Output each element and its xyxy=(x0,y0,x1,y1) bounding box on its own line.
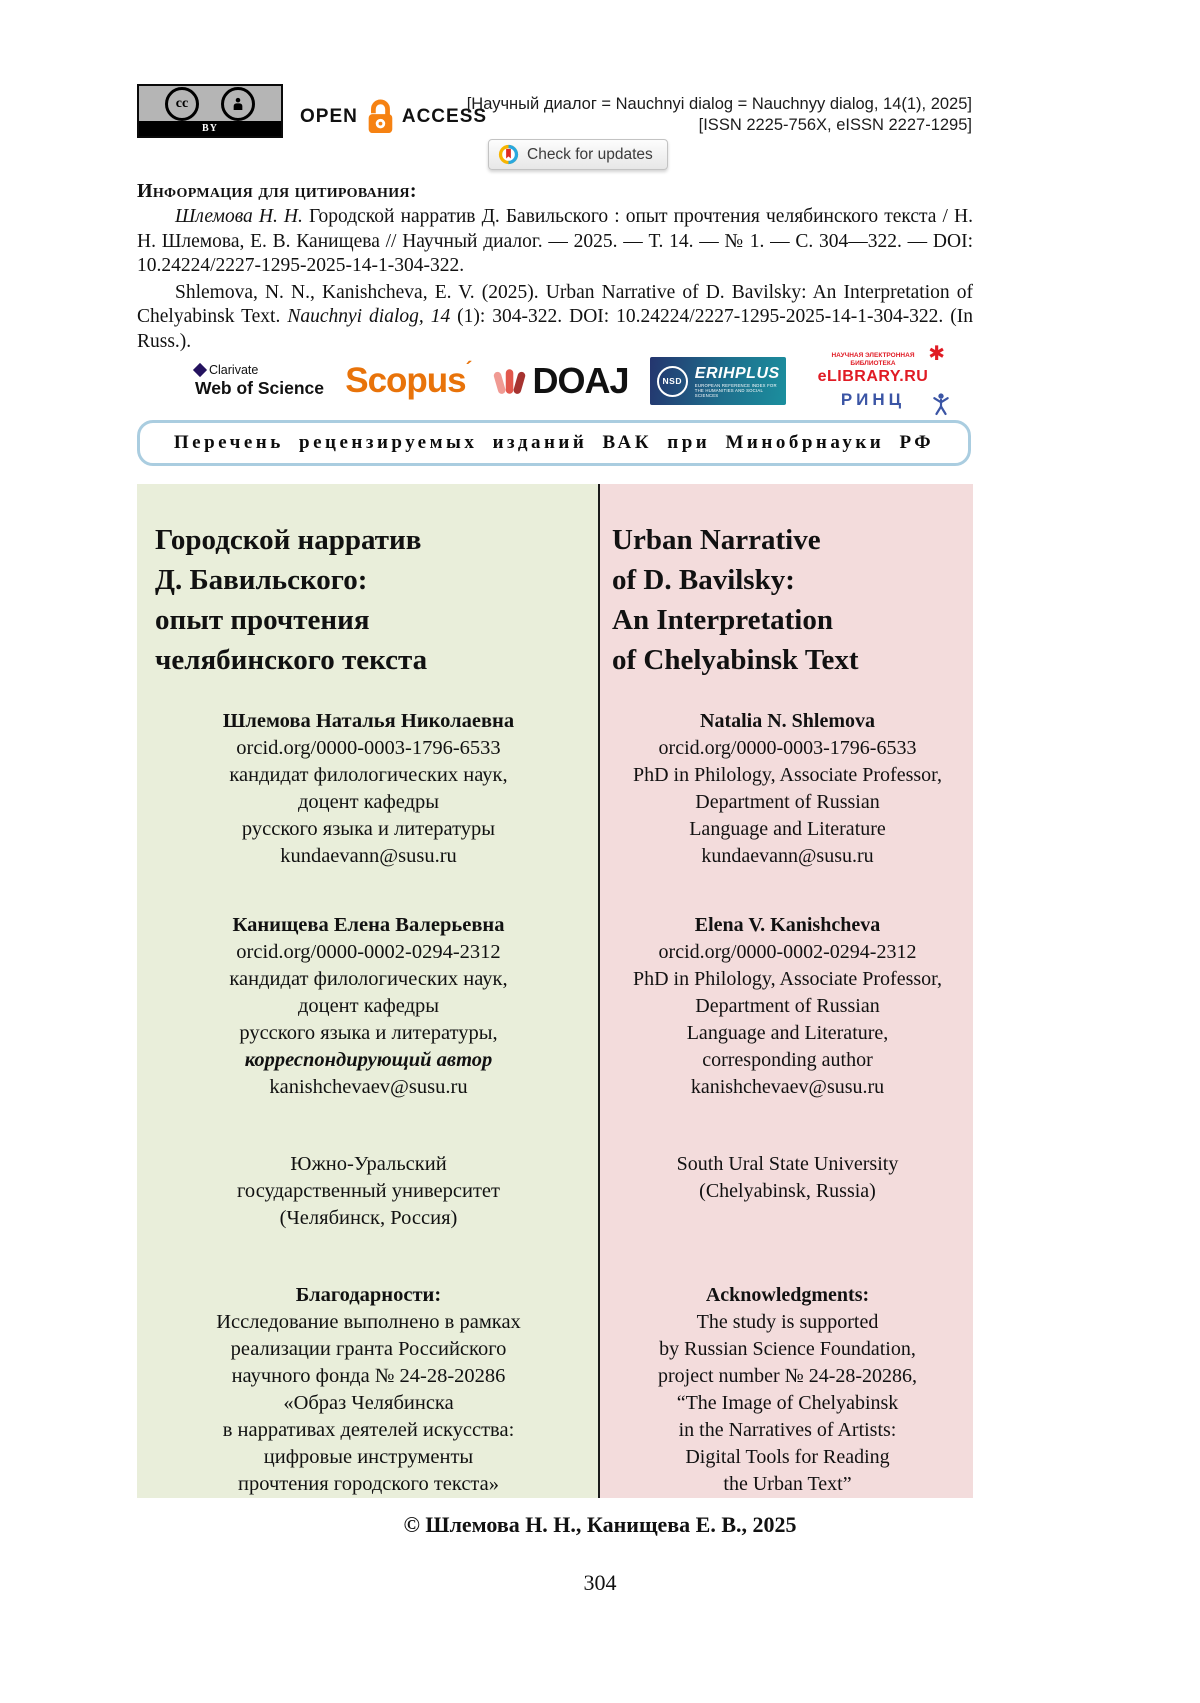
author-2-name-russian: Канищева Елена Валерьевна xyxy=(232,914,505,936)
citation-ru-text: Городской нарратив Д. Бавильского : опыт прочтения челябинского текста / Н. Н. Шлемова, Е. В. Канищева // Научный диалог. — 2025. — Т. 14. — № 1. — С. 304—322. — DOI: 10.24224/2227-1295-2025-14-1-304-322. xyxy=(137,206,974,276)
text-line: orcid.org/0000-0003-1796-6533 xyxy=(658,737,917,759)
text-line: кандидат филологических наук, xyxy=(229,764,508,786)
cc-label: cc xyxy=(175,95,189,111)
text-line: (Челябинск, Россия) xyxy=(279,1207,458,1229)
text-line: Department of Russian xyxy=(695,995,880,1017)
text-line: Д. Бавильского: xyxy=(155,564,368,596)
text-line: научного фонда № 24-28-20286 xyxy=(231,1365,506,1387)
attribution-person-icon xyxy=(221,87,255,121)
citation-ru-authors: Шлемова Н. Н. xyxy=(175,206,303,227)
cc-icon xyxy=(165,87,199,121)
text-line: (Chelyabinsk, Russia) xyxy=(699,1180,876,1202)
clarivate-row xyxy=(195,363,324,377)
acknowledgments-text-russian xyxy=(155,1309,582,1498)
author-2-email-english: kanishchevaev@susu.ru xyxy=(690,1076,885,1098)
affiliation-english xyxy=(612,1151,963,1205)
citation-en-text-2: (1): 304-322. DOI: 10.24224/2227-1295-2025-14-1-304-322. (In Russ.). xyxy=(137,306,974,352)
text-line: orcid.org/0000-0002-0294-2312 xyxy=(236,941,501,963)
doaj-logo xyxy=(493,360,629,402)
article-title-russian xyxy=(155,520,582,680)
text-line: of Chelyabinsk Text xyxy=(612,644,859,676)
elibrary-flower-icon: ✱ xyxy=(928,343,945,365)
text-line: kundaevann@susu.ru xyxy=(280,845,457,867)
journal-header-info xyxy=(467,94,972,136)
text-line: the Urban Text” xyxy=(723,1473,852,1495)
scopus-logo xyxy=(345,361,471,401)
cc-badge-circles xyxy=(139,86,281,121)
nsd-circle-icon: NSD xyxy=(657,366,688,397)
author-1-details-russian xyxy=(155,735,582,870)
text-line: прочтения городского текста» xyxy=(238,1473,499,1495)
text-line: доцент кафедры xyxy=(297,791,440,813)
scopus-tick-icon: ´ xyxy=(465,359,472,381)
english-column xyxy=(600,484,973,1498)
check-for-updates-label: Check for updates xyxy=(527,145,653,163)
text-line: of D. Bavilsky: xyxy=(612,564,795,596)
citation-en-text-1: Shlemova, N. N., Kanishcheva, E. V. (2025). Urban Narrative of D. Bavilsky: An Interpretation of Chelyabinsk Text. xyxy=(137,281,973,327)
affiliation-russian xyxy=(155,1151,582,1232)
acknowledgments-english xyxy=(612,1282,963,1498)
vak-banner-text: Перечень рецензируемых изданий ВАК при Минобрнауки РФ xyxy=(173,432,935,453)
vak-list-banner xyxy=(137,420,971,466)
scopus-label: Scopus xyxy=(345,361,466,400)
text-line: кандидат филологических наук, xyxy=(229,968,508,990)
clarivate-icon xyxy=(193,363,207,377)
journal-issn-line: [ISSN 2225-756X, eISSN 2227-1295] xyxy=(698,116,972,134)
open-lock-icon xyxy=(363,95,397,139)
text-line: русского языка и литературы xyxy=(241,818,496,840)
text-line: челябинского текста xyxy=(155,644,428,676)
text-line: «Образ Челябинска xyxy=(283,1392,454,1414)
author-2-name-english: Elena V. Kanishcheva xyxy=(694,914,881,936)
author-1-name-russian: Шлемова Наталья Николаевна xyxy=(222,710,515,732)
text-line: реализации гранта Российского xyxy=(230,1338,507,1360)
acknowledgments-russian xyxy=(155,1282,582,1498)
text-line: Исследование выполнено в рамках xyxy=(216,1311,521,1333)
author-2-email-russian: kanishchevaev@susu.ru xyxy=(269,1076,468,1098)
journal-title-line: [Научный диалог = Nauchnyi dialog = Nauchnyy dialog, 14(1), 2025] xyxy=(466,95,972,113)
author-1-name-english: Natalia N. Shlemova xyxy=(700,710,875,732)
acknowledgments-text-english xyxy=(612,1309,963,1498)
crossmark-icon xyxy=(498,144,519,165)
text-line: Language and Literature, xyxy=(686,1022,889,1044)
text-line: Language and Literature xyxy=(689,818,886,840)
doaj-label: DOAJ xyxy=(532,360,629,401)
erih-plus-logo xyxy=(650,357,786,405)
clarivate-label: Clarivate xyxy=(209,363,259,377)
author-2-details-russian xyxy=(155,939,582,1047)
check-for-updates-button[interactable] xyxy=(488,139,668,170)
open-access-open-word: OPEN xyxy=(300,106,358,127)
citation-english xyxy=(137,281,973,355)
text-line: PhD in Philology, Associate Professor, xyxy=(632,968,942,990)
doaj-book-icon xyxy=(493,365,527,397)
erih-plus-text xyxy=(695,365,780,398)
author-1-details-english xyxy=(612,735,963,870)
text-line: в нарративах деятелей искусства: xyxy=(222,1419,515,1441)
text-line: государственный университет xyxy=(237,1180,500,1202)
indexing-logos-row xyxy=(137,343,973,414)
rinc-person-icon xyxy=(931,392,951,416)
text-line: Department of Russian xyxy=(695,791,880,813)
elibrary-rinc-logo xyxy=(807,343,945,410)
erih-plus-label: ERIHPLUS xyxy=(694,364,780,382)
copyright-line: © Шлемова Н. Н., Канищева Е. В., 2025 xyxy=(403,1512,797,1537)
author-2-block-english xyxy=(612,912,963,1101)
web-of-science-label: Web of Science xyxy=(195,378,325,398)
text-line: PhD in Philology, Associate Professor, xyxy=(632,764,942,786)
corresponding-author-label-russian: корреспондирующий автор xyxy=(244,1049,493,1071)
open-access-access-word: ACCESS xyxy=(401,106,488,127)
erih-plus-subtitle: EUROPEAN REFERENCE INDEX FOR THE HUMANITIES AND SOCIAL SCIENCES xyxy=(694,382,777,398)
text-line: South Ural State University xyxy=(676,1153,899,1175)
author-1-block-english xyxy=(612,708,963,870)
text-line: доцент кафедры xyxy=(297,995,440,1017)
cc-by-license-badge xyxy=(137,84,283,138)
author-2-block-russian xyxy=(155,912,582,1101)
title-author-columns xyxy=(137,484,975,1498)
text-line: Urban Narrative xyxy=(612,524,821,556)
acknowledgments-heading-russian: Благодарности: xyxy=(295,1284,442,1306)
rinc-label: РИНЦ xyxy=(840,390,906,409)
article-title-english xyxy=(612,520,963,680)
text-line: kundaevann@susu.ru xyxy=(701,845,874,867)
open-access-logo xyxy=(300,94,487,140)
author-1-block-russian xyxy=(155,708,582,870)
text-line: Digital Tools for Reading xyxy=(685,1446,890,1468)
text-line: Городской нарратив xyxy=(155,524,422,556)
citation-russian xyxy=(137,205,973,279)
text-line: “The Image of Chelyabinsk xyxy=(676,1392,899,1414)
citation-en-journal-italic: Nauchnyi dialog, 14 xyxy=(287,306,451,327)
text-line: An Interpretation xyxy=(612,604,833,636)
citation-section xyxy=(137,179,973,354)
author-2-details-english xyxy=(612,939,963,1074)
text-line: by Russian Science Foundation, xyxy=(659,1338,916,1360)
acknowledgments-heading-english: Acknowledgments: xyxy=(705,1284,870,1306)
text-line: опыт прочтения xyxy=(155,604,370,636)
text-line: project number № 24-28-20286, xyxy=(657,1365,918,1387)
text-line: Южно-Уральский xyxy=(290,1153,447,1175)
text-line: русского языка и литературы, xyxy=(239,1022,498,1044)
citation-heading: Информация для цитирования: xyxy=(137,180,417,202)
text-line: corresponding author xyxy=(702,1049,873,1071)
elibrary-label: eLIBRARY.RU xyxy=(817,368,929,385)
page-number: 304 xyxy=(583,1570,617,1595)
russian-column xyxy=(137,484,600,1498)
text-line: in the Narratives of Artists: xyxy=(678,1419,897,1441)
text-line: orcid.org/0000-0002-0294-2312 xyxy=(658,941,917,963)
text-line: цифровые инструменты xyxy=(263,1446,474,1468)
elibrary-small-label: НАУЧНАЯ ЭЛЕКТРОННАЯ БИБЛИОТЕКА xyxy=(831,352,915,367)
cc-by-strip: BY xyxy=(139,121,281,136)
text-line: orcid.org/0000-0003-1796-6533 xyxy=(236,737,501,759)
web-of-science-logo xyxy=(195,363,324,399)
text-line: The study is supported xyxy=(696,1311,879,1333)
